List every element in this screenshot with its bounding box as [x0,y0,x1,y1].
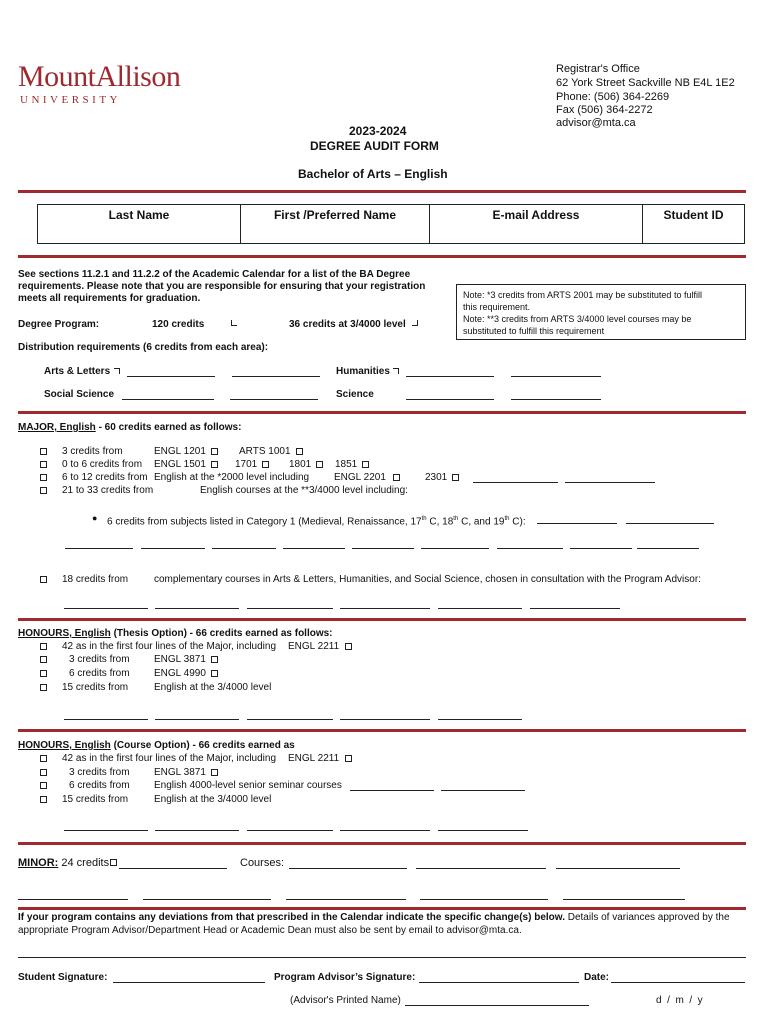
date-format: d / m / y [656,995,703,1006]
complementary-line[interactable] [155,608,239,609]
course-row-text: ENGL 2211 [288,753,340,764]
seminar-line[interactable] [441,790,525,791]
course-row-text: ENGL 3871 [154,767,206,778]
substitution-note: Note: *3 credits from ARTS 2001 may be substituted to fulfill this requirement. Note: **3 credits from ARTS 3/4000 level courses may be substituted to fulfill this requirement [456,284,746,340]
registrar-office: Registrar's Office [556,63,640,75]
deviations-line[interactable] [18,957,746,958]
major-line[interactable] [565,482,655,483]
course-option-line[interactable] [155,830,239,831]
major-row-text: 1801 [289,459,312,470]
major-course-line[interactable] [570,548,632,549]
credits-36-upper: 36 credits at 3/4000 level [289,319,406,330]
divider [18,618,746,621]
registrar-email: advisor@mta.ca [556,117,636,129]
course-checkbox-4[interactable] [40,796,47,803]
engl1501-checkbox[interactable] [211,461,218,468]
engl2301-checkbox[interactable] [452,474,459,481]
major-course-line[interactable] [65,548,133,549]
checkbox-36-credits[interactable] [412,320,418,326]
major-row-text: complementary courses in Arts & Letters, Humanities, and Social Science, chosen in consultation with the Program Advisor: [154,574,701,585]
major-checkbox-3[interactable] [40,474,47,481]
engl1801-checkbox[interactable] [316,461,323,468]
thesis-line[interactable] [340,719,430,720]
student-signature-label: Student Signature: [18,972,108,983]
thesis-checkbox-1[interactable] [40,643,47,650]
social-science-line-1[interactable] [122,399,214,400]
minor-label: MINOR: 24 credits [18,857,110,869]
social-science-label: Social Science [44,389,115,400]
registrar-fax: Fax (506) 364-2272 [556,104,653,116]
arts-letters-line-1[interactable] [127,376,215,377]
complementary-line[interactable] [64,608,148,609]
course-row-text: 6 credits from [69,780,130,791]
major-row-text: ENGL 1201 [154,446,206,457]
degree-program-label: Degree Program: [18,319,100,330]
thesis-checkbox-2[interactable] [40,656,47,663]
intro-text: requirements. Please note that you are responsible for ensuring that your registration [18,281,426,292]
course-option-line[interactable] [247,830,333,831]
major-checkbox-1[interactable] [40,448,47,455]
distribution-label: Distribution requirements (6 credits from each area): [18,342,269,353]
seminar-line[interactable] [350,790,434,791]
thesis-row-text: 6 credits from [69,668,130,679]
deviations-text: If your program contains any deviations from that prescribed in the Calendar indicate the specific change(s) below. Details of variances approved by the [18,912,730,923]
divider [18,842,746,845]
credits-120: 120 credits [152,319,205,330]
minor-course-line[interactable] [563,899,685,900]
major-row-text: ENGL 2201 [334,472,386,483]
minor-line[interactable] [119,868,227,869]
category-1-line[interactable] [626,523,714,524]
major-course-line[interactable] [283,548,345,549]
last-name-field[interactable]: Last Name [38,205,241,244]
minor-course-line[interactable] [416,868,546,869]
major-row-text: English at the *2000 level including [154,472,310,483]
engl1701-checkbox[interactable] [262,461,269,468]
university-logo-subtitle: UNIVERSITY [20,94,121,106]
engl4990-checkbox[interactable] [211,670,218,677]
major-row-text: 18 credits from [62,574,129,585]
student-info-table [37,204,745,244]
major-row-text: ENGL 1501 [154,459,206,470]
university-logo: MountAllison [18,60,181,93]
arts-letters-label: Arts & Letters [44,366,111,377]
minor-course-line[interactable] [420,899,548,900]
engl3871-checkbox[interactable] [211,656,218,663]
major-checkbox-5[interactable] [40,576,47,583]
major-row-text: 1851 [335,459,358,470]
science-label: Science [336,389,374,400]
major-course-line[interactable] [637,548,699,549]
intro-text: meets all requirements for graduation. [18,293,201,304]
major-course-line[interactable] [352,548,414,549]
thesis-row-text: ENGL 4990 [154,668,206,679]
major-row-text: 1701 [235,459,258,470]
divider [18,907,746,910]
thesis-row-text: ENGL 2211 [288,641,340,652]
advisor-printed-name-line[interactable] [405,1005,589,1006]
bullet-icon: ● [92,513,98,523]
thesis-row-text: 3 credits from [69,654,130,665]
thesis-checkbox-3[interactable] [40,670,47,677]
major-row-text: 0 to 6 credits from [62,459,143,470]
thesis-line[interactable] [64,719,148,720]
minor-courses-label: Courses: [240,857,285,869]
divider [18,255,746,258]
major-row-text: 21 to 33 credits from [62,485,154,496]
academic-year: 2023-2024 [349,124,407,138]
advisor-printed-name-label: (Advisor's Printed Name) [290,995,401,1006]
minor-checkbox[interactable] [110,859,117,866]
major-course-line[interactable] [421,548,489,549]
category-1-text: 6 credits from subjects listed in Category 1 (Medieval, Renaissance, 17th C, 18th C, and 19th C): [107,516,526,528]
course-row-text: 42 as in the first four lines of the Major, including [62,753,277,764]
engl1851-checkbox[interactable] [362,461,369,468]
course-option-line[interactable] [64,830,148,831]
engl2211-course-checkbox[interactable] [345,755,352,762]
engl3871-course-checkbox[interactable] [211,769,218,776]
minor-course-line[interactable] [18,899,128,900]
program-title: Bachelor of Arts – English [298,167,448,181]
course-checkbox-1[interactable] [40,755,47,762]
major-course-line[interactable] [212,548,276,549]
humanities-label: Humanities [336,366,390,377]
course-checkbox-2[interactable] [40,769,47,776]
engl1201-checkbox[interactable] [211,448,218,455]
thesis-row-text: ENGL 3871 [154,654,206,665]
thesis-checkbox-4[interactable] [40,684,47,691]
humanities-line-2[interactable] [511,376,601,377]
engl2201-checkbox[interactable] [393,474,400,481]
major-heading: MAJOR, English - 60 credits earned as follows: [18,422,242,433]
social-science-line-2[interactable] [230,399,318,400]
thesis-line[interactable] [247,719,333,720]
registrar-phone: Phone: (506) 364-2269 [556,91,670,103]
science-line-1[interactable] [406,399,494,400]
complementary-line[interactable] [438,608,522,609]
registrar-address: 62 York Street Sackville NB E4L 1E2 [556,77,735,89]
course-option-line[interactable] [438,830,528,831]
major-row-text: 6 to 12 credits from [62,472,148,483]
email-field[interactable]: E-mail Address [430,205,643,244]
major-row-text: ARTS 1001 [239,446,291,457]
thesis-row-text: English at the 3/4000 level [154,682,272,693]
minor-course-line[interactable] [289,868,407,869]
course-checkbox-3[interactable] [40,782,47,789]
thesis-row-text: 15 credits from [62,682,129,693]
date-line[interactable] [611,982,745,983]
course-row-text: English 4000-level senior seminar courses [154,780,342,791]
category-1-line[interactable] [537,523,617,524]
humanities-line-1[interactable] [406,376,494,377]
thesis-row-text: 42 as in the first four lines of the Major, including [62,641,277,652]
student-signature-line[interactable] [113,982,265,983]
divider [18,190,746,193]
intro-text: See sections 11.2.1 and 11.2.2 of the Academic Calendar for a list of the BA Degree [18,269,411,280]
major-row-text: 3 credits from [62,446,123,457]
date-label: Date: [584,972,610,983]
divider [18,411,746,414]
checkbox-arts-letters[interactable] [114,368,120,374]
engl2211-checkbox[interactable] [345,643,352,650]
honours-course-heading: HONOURS, English (Course Option) - 66 credits earned as [18,740,295,751]
course-row-text: 15 credits from [62,794,129,805]
thesis-line[interactable] [438,719,522,720]
major-course-line[interactable] [497,548,563,549]
major-row-text: 2301 [425,472,448,483]
checkbox-120-credits[interactable] [231,320,237,326]
checkbox-humanities[interactable] [393,368,399,374]
minor-course-line[interactable] [143,899,271,900]
major-checkbox-4[interactable] [40,487,47,494]
divider [18,729,746,732]
minor-course-line[interactable] [286,899,406,900]
deviations-text: appropriate Program Advisor/Department Head or Academic Dean must also be sent by email to advisor@mta.ca. [18,925,522,936]
arts-letters-line-2[interactable] [232,376,320,377]
thesis-line[interactable] [155,719,239,720]
major-course-line[interactable] [141,548,205,549]
student-id-field[interactable]: Student ID [643,205,745,244]
major-row-text: English courses at the **3/4000 level including: [200,485,408,496]
complementary-line[interactable] [340,608,430,609]
minor-course-line[interactable] [556,868,680,869]
honours-thesis-heading: HONOURS, English (Thesis Option) - 66 credits earned as follows: [18,628,333,639]
complementary-line[interactable] [530,608,620,609]
advisor-signature-label: Program Advisor’s Signature: [274,972,416,983]
major-checkbox-2[interactable] [40,461,47,468]
course-row-text: English at the 3/4000 level [154,794,272,805]
major-line[interactable] [473,482,558,483]
first-name-field[interactable]: First /Preferred Name [241,205,430,244]
course-option-line[interactable] [340,830,430,831]
advisor-signature-line[interactable] [419,982,579,983]
course-row-text: 3 credits from [69,767,130,778]
complementary-line[interactable] [247,608,333,609]
arts1001-checkbox[interactable] [296,448,303,455]
form-title: DEGREE AUDIT FORM [310,139,439,153]
science-line-2[interactable] [511,399,601,400]
